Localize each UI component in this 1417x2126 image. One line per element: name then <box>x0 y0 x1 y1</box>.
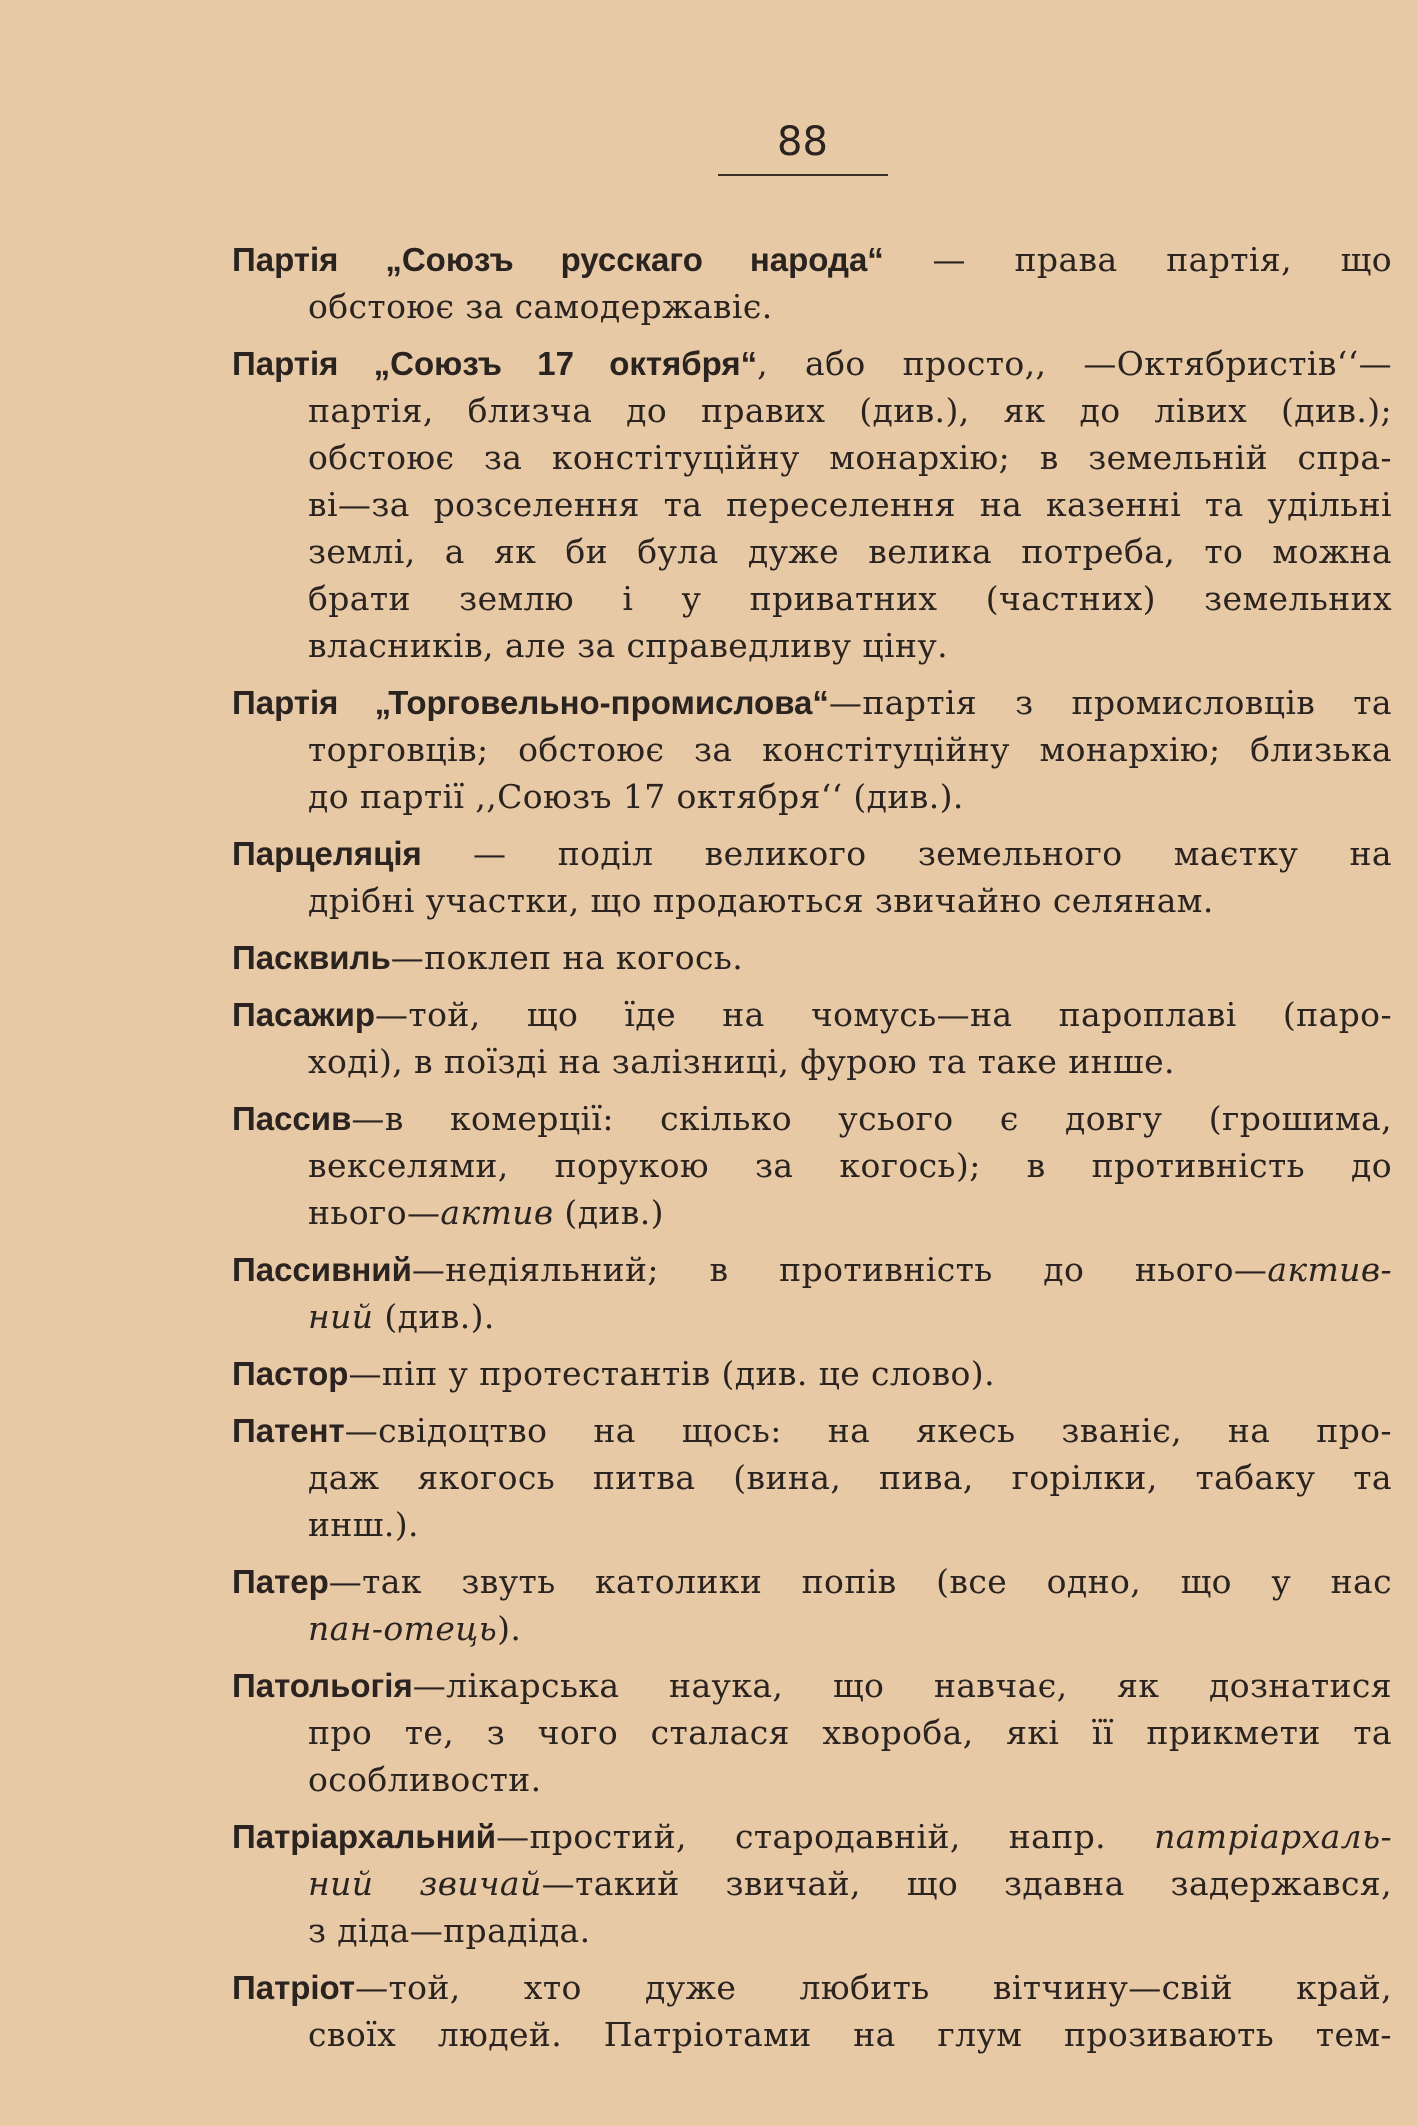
dictionary-entry <box>232 679 1392 820</box>
dictionary-entry <box>232 236 1392 330</box>
entry-line <box>232 1860 1392 1907</box>
entry-line: власників, але за справедливу ціну. <box>308 626 949 665</box>
entry-line <box>232 236 1392 283</box>
entry-term: Патріот <box>232 1969 356 2006</box>
entry-line <box>232 1964 1392 2011</box>
entry-text: —піп у протестантів (див. це слово). <box>348 1354 995 1393</box>
entry-line: дрібні участки, що продаються звичайно селянам. <box>308 881 1214 920</box>
entry-term: Пастор <box>232 1355 349 1392</box>
dictionary-entry <box>232 1964 1392 2058</box>
entry-term: Партія „Торговельно-промислова“ <box>232 684 829 721</box>
cross-reference: актив- <box>1267 1250 1392 1289</box>
cross-reference: патріархаль- <box>1154 1817 1392 1856</box>
entry-line <box>232 1662 1392 1709</box>
entry-line <box>232 1605 1392 1652</box>
entry-line: своїх людей. Патріотами на глум прозивають тем- <box>308 2015 1392 2054</box>
entry-line: ві—за розселення та переселення на казенні та удільні <box>308 485 1392 524</box>
entry-term: Пасажир <box>232 996 376 1033</box>
entry-line <box>232 340 1392 387</box>
entry-text: (див.) <box>564 1193 664 1232</box>
entry-text: —простий, стародавній, напр. <box>496 1817 1155 1856</box>
entry-term: Пасквиль <box>232 939 391 976</box>
entry-line <box>232 1095 1392 1142</box>
entry-text: , або просто,, —Октябристів‘‘— <box>757 344 1392 383</box>
entry-line: про те, з чого сталася хвороба, які її прикмети та <box>308 1713 1392 1752</box>
cross-reference: пан-отець <box>308 1609 498 1648</box>
entry-text: —в комерції: скілько усього є довгу (грошима, <box>351 1099 1392 1138</box>
entry-line: обстоює за самодержавіє. <box>308 287 773 326</box>
entry-line: обстоює за констітуційну монархію; в земельній спра- <box>308 438 1392 477</box>
entry-text: ). <box>497 1609 522 1648</box>
page-header <box>715 118 890 176</box>
entry-line <box>232 934 1392 981</box>
entry-term: Партія „Союзъ 17 октября“ <box>232 345 758 382</box>
entry-text: —той, що їде на чомусь—на пароплаві (паро- <box>375 995 1392 1034</box>
header-rule <box>718 174 888 176</box>
entry-line: до партії ,,Союзъ 17 октября‘‘ (див.). <box>308 777 964 816</box>
entry-term: Патер <box>232 1563 329 1600</box>
entry-line: землі, а як би була дуже велика потреба, то можна <box>308 532 1392 571</box>
entry-line: инш.). <box>308 1505 419 1544</box>
entry-line: брати землю і у приватних (частних) земельних <box>308 579 1392 618</box>
dictionary-entry <box>232 1813 1392 1954</box>
entry-line: з діда—прадіда. <box>308 1911 591 1950</box>
entry-line <box>232 1293 1392 1340</box>
entry-term: Патент <box>232 1412 345 1449</box>
entry-line <box>232 1813 1392 1860</box>
entry-term: Пассив <box>232 1100 352 1137</box>
entry-text: —так звуть католики попів (все одно, що у нас <box>328 1562 1392 1601</box>
entry-line <box>232 830 1392 877</box>
entry-line: особливости. <box>308 1760 542 1799</box>
entry-text: — поділ великого земельного маєтку на <box>421 834 1392 873</box>
dictionary-entry <box>232 1350 1392 1397</box>
entry-text: нього— <box>308 1193 441 1232</box>
dictionary-entry <box>232 991 1392 1085</box>
entry-text: —такий звичай, що здавна задержався, <box>541 1864 1392 1903</box>
entry-line: ході), в поїзді на залізниці, фурою та таке инше. <box>308 1042 1175 1081</box>
entry-line <box>232 1350 1392 1397</box>
entry-term: Партія „Союзъ русскаго народа“ <box>232 241 884 278</box>
entry-text: —свідоцтво на щось: на якесь званіє, на про- <box>344 1411 1392 1450</box>
entry-text: —лікарська наука, що навчає, як дознатися <box>412 1666 1392 1705</box>
entry-text: —поклеп на когось. <box>390 938 744 977</box>
entry-term: Парцеляція <box>232 835 422 872</box>
dictionary-entry <box>232 830 1392 924</box>
entry-line: даж якогось питва (вина, пива, горілки, табаку та <box>308 1458 1392 1497</box>
entry-term: Патольогія <box>232 1667 413 1704</box>
dictionary-entry <box>232 1662 1392 1803</box>
entry-line: партія, близча до правих (див.), як до лівих (див.); <box>308 391 1392 430</box>
dictionary-entry <box>232 1246 1392 1340</box>
dictionary-entry <box>232 1558 1392 1652</box>
entry-line <box>232 1407 1392 1454</box>
entry-text: (див.). <box>384 1297 495 1336</box>
entry-text: —партія з промисловців та <box>828 683 1392 722</box>
entry-line <box>232 1189 1392 1236</box>
entry-line: торговців; обстоює за констітуційну монархію; близька <box>308 730 1392 769</box>
entry-term: Патріархальний <box>232 1818 497 1855</box>
dictionary-entry <box>232 1095 1392 1236</box>
entry-text: — права партія, що <box>883 240 1392 279</box>
entry-text: —недіяльний; в противність до нього— <box>411 1250 1268 1289</box>
cross-reference: актив <box>440 1193 554 1232</box>
cross-reference: ний <box>308 1297 374 1336</box>
entry-line <box>232 1246 1392 1293</box>
entry-line: векселями, порукою за когось); в противність до <box>308 1146 1392 1185</box>
dictionary-entry <box>232 934 1392 981</box>
entry-text: —той, хто дуже любить вітчину—свій край, <box>355 1968 1392 2007</box>
entry-line <box>232 991 1392 1038</box>
dictionary-entries <box>232 236 1392 2068</box>
entry-line <box>232 1558 1392 1605</box>
entry-term: Пассивний <box>232 1251 412 1288</box>
page-number: 88 <box>777 119 828 165</box>
cross-reference: ний звичай <box>308 1864 542 1903</box>
entry-line <box>232 679 1392 726</box>
dictionary-entry <box>232 340 1392 669</box>
dictionary-entry <box>232 1407 1392 1548</box>
